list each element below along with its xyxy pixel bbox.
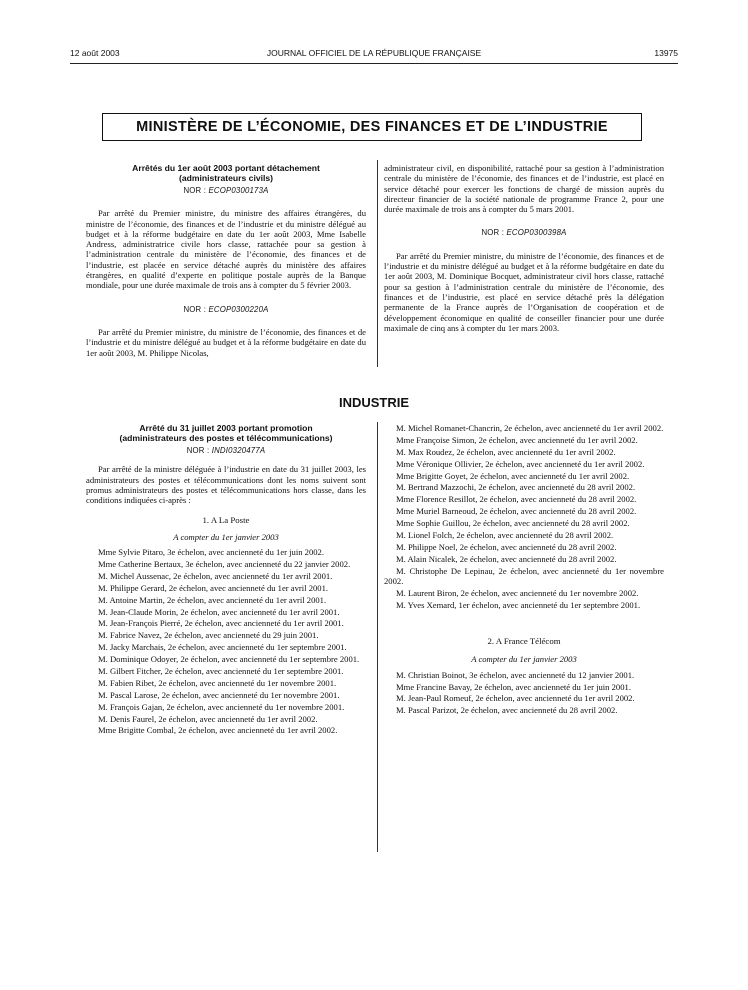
decree-paragraph-3: Par arrêté du Premier ministre, du ministre de l’économie, des finances et de l’industrie et du ministre délégué au budget et à la réforme budgétaire en date du 1er août 2003, M. Dominique Bocquet, administrateur civil hors classe, rattaché pour sa gestion à l’administration centrale du ministère de l’économie, des finances et de l’industrie, est placé en service détaché près la délégation permanente de la France auprès de l’Organisation de coopération et de développement économique en qualité de conseiller financier pour une durée maximale de cinq ans à compter du 1er mars 2003. — [384, 250, 664, 333]
promotion-entry: M. Jacky Marchais, 2e échelon, avec ancienneté du 1er septembre 2001. — [98, 642, 347, 653]
promotion-entry: Mme Francine Bavay, 2e échelon, avec ancienneté du 1er juin 2001. — [396, 681, 631, 692]
promotion-entry: M. Max Roudez, 2e échelon, avec ancienneté du 1er avril 2002. — [396, 446, 616, 457]
promotion-entry: M. Pascal Larose, 2e échelon, avec ancienneté du 1er novembre 2001. — [98, 689, 340, 700]
promotion-entry: M. Alain Nicalek, 2e échelon, avec ancienneté du 28 avril 2002. — [396, 553, 617, 564]
promotion-entry: M. Philippe Noel, 2e échelon, avec ancienneté du 28 avril 2002. — [396, 541, 617, 552]
top-left-column — [86, 163, 366, 358]
subsection-france-telecom: 2. A France Télécom — [487, 636, 561, 647]
promotion-entry: M. Antoine Martin, 2e échelon, avec ancienneté du 1er avril 2001. — [98, 594, 327, 605]
ministry-title: MINISTÈRE DE L’ÉCONOMIE, DES FINANCES ET DE L’INDUSTRIE — [136, 119, 608, 135]
nor-reference-1: NOR : ECOP0300173A — [183, 186, 269, 195]
subsection-la-poste-date: A compter du 1er janvier 2003 — [173, 531, 279, 542]
promotion-entry: Mme Sophie Guillou, 2e échelon, avec ancienneté du 28 avril 2002. — [396, 518, 630, 529]
promotion-list-right — [384, 423, 664, 610]
promotion-entry: M. Jean-Claude Morin, 2e échelon, avec ancienneté du 1er avril 2001. — [98, 606, 340, 617]
promotion-entry: M. Michel Romanet-Chancrin, 2e échelon, avec ancienneté du 1er avril 2002. — [396, 423, 664, 433]
promotion-entry: M. Christian Boinot, 3e échelon, avec ancienneté du 12 janvier 2001. — [396, 669, 635, 680]
promotion-entry: M. Gilbert Fitcher, 2e échelon, avec ancienneté du 1er septembre 2001. — [98, 665, 344, 676]
ministry-title-box — [102, 113, 642, 141]
section-heading-industrie: INDUSTRIE — [338, 395, 410, 410]
promotion-entry: M. Lionel Folch, 2e échelon, avec ancienneté du 28 avril 2002. — [396, 530, 614, 541]
promotion-entry: M. Jean-Paul Romeuf, 2e échelon, avec ancienneté du 1er avril 2002. — [396, 693, 635, 704]
subsection-france-telecom-date: A compter du 1er janvier 2003 — [471, 654, 577, 665]
promotion-entry: Mme Brigitte Goyet, 2e échelon, avec ancienneté du 1er avril 2002. — [396, 470, 630, 481]
nor-reference-industrie: NOR : INDI0320477A — [186, 446, 266, 455]
promotion-entry: Mme Véronique Ollivier, 2e échelon, avec ancienneté du 1er avril 2002. — [396, 458, 645, 469]
top-right-column — [384, 163, 664, 333]
promotion-entry: Mme Catherine Bertaux, 3e échelon, avec ancienneté du 22 janvier 2002. — [98, 558, 351, 569]
promotion-decree-title: Arrêté du 31 juillet 2003 portant promotion (administrateurs des postes et télécommunications) — [119, 423, 333, 443]
promotion-entry: M. Yves Xemard, 1er échelon, avec ancienneté du 1er septembre 2001. — [396, 599, 641, 610]
running-header — [70, 48, 678, 62]
promotion-entry: M. Fabien Ribet, 2e échelon, avec ancienneté du 1er novembre 2001. — [98, 677, 337, 688]
subsection-la-poste: 1. A La Poste — [202, 515, 250, 526]
promotion-entry: M. Jean-François Pierré, 2e échelon, avec ancienneté du 1er avril 2001. — [98, 618, 344, 629]
promotion-intro: Par arrêté de la ministre déléguée à l’industrie en date du 31 juillet 2003, les administrateurs des postes et télécommunications dont les noms suivent sont promus administrateurs des postes et télécommunications hors classe, dans les conditions indiquées ci-après : — [86, 464, 366, 506]
promotion-entry: M. François Gajan, 2e échelon, avec ancienneté du 1er novembre 2001. — [98, 701, 345, 712]
decree-paragraph-2-continued: administrateur civil, en disponibilité, rattaché pour sa gestion à l’administration centrale du ministère de l’économie, des finances et de l’industrie, est placé en service détaché pour exercer les fonctions de chargé de mission auprès du directeur financier de la société nationale de programme France 2, pour une durée maximale de trois ans à compter du 5 mars 2001. — [384, 163, 664, 215]
promotion-entry: M. Bertrand Mazzochi, 2e échelon, avec ancienneté du 28 avril 2002. — [396, 482, 636, 493]
promotion-entry: M. Michel Aussenac, 2e échelon, avec ancienneté du 1er avril 2001. — [98, 570, 333, 581]
promotion-entry: M. Denis Faurel, 2e échelon, avec ancienneté du 1er avril 2002. — [98, 713, 318, 724]
industrie-right-column — [384, 423, 664, 717]
promotion-list-left — [86, 547, 366, 736]
promotion-entry: M. Pascal Parizot, 2e échelon, avec ancienneté du 28 avril 2002. — [396, 705, 618, 716]
promotion-entry: Mme Brigitte Combal, 2e échelon, avec ancienneté du 1er avril 2002. — [98, 725, 338, 736]
promotion-entry: Mme Florence Resillot, 2e échelon, avec ancienneté du 28 avril 2002. — [396, 494, 637, 505]
promotion-entry: M. Christophe De Lepinau, 2e échelon, avec ancienneté du 1er novembre 2002. — [384, 565, 664, 586]
promotion-entry: Mme Sylvie Pitaro, 3e échelon, avec ancienneté du 1er juin 2002. — [98, 547, 324, 558]
promotion-entry: M. Laurent Biron, 2e échelon, avec ancienneté du 1er novembre 2002. — [396, 587, 639, 598]
header-page-number: 13975 — [654, 48, 678, 58]
nor-reference-2: NOR : ECOP0300220A — [183, 304, 269, 314]
promotion-entry: Mme Muriel Barneoud, 2e échelon, avec ancienneté du 28 avril 2002. — [396, 506, 637, 517]
promotion-entry: M. Fabrice Navez, 2e échelon, avec ancienneté du 29 juin 2001. — [98, 630, 319, 641]
header-date: 12 août 2003 — [70, 48, 120, 58]
header-journal-title: JOURNAL OFFICIEL DE LA RÉPUBLIQUE FRANÇAISE — [266, 48, 482, 58]
promotion-entry: Mme Françoise Simon, 2e échelon, avec ancienneté du 1er avril 2002. — [396, 434, 638, 445]
column-divider-top — [377, 160, 378, 367]
industrie-left-column — [86, 423, 366, 737]
header-rule — [70, 63, 678, 64]
column-divider-industrie — [377, 422, 378, 852]
promotion-entry: M. Philippe Gerard, 2e échelon, avec ancienneté du 1er avril 2001. — [98, 582, 329, 593]
nor-reference-3: NOR : ECOP0300398A — [481, 228, 567, 238]
decree-paragraph-2: Par arrêté du Premier ministre, du ministre de l’économie, des finances et de l’industrie et du ministre délégué au budget et à la réforme budgétaire en date du 1er août 2003, M. Philippe Nicolas, — [86, 326, 366, 358]
decree-title: Arrêtés du 1er août 2003 portant détachement (administrateurs civils) — [132, 163, 320, 183]
promotion-entry: M. Dominique Odoyer, 2e échelon, avec ancienneté du 1er septembre 2001. — [98, 654, 360, 665]
decree-paragraph-1: Par arrêté du Premier ministre, du ministre des affaires étrangères, du ministre de l’économie, des finances et de l’industrie et du ministre délégué au budget et à la réforme budgétaire en date du 1er août 2003, Mme Isabelle Andress, administratrice civile hors classe, rattachée pour sa gestion à l’administration centrale du ministère de l’économie, des finances et de l’industrie, est placée en service détaché auprès du ministère des affaires étrangères, en qualité d’experte en politique postale auprès de la Banque mondiale, pour une durée maximale de trois ans à compter du 5 février 2003. — [86, 208, 366, 291]
promotion-list-france-telecom — [384, 670, 664, 716]
